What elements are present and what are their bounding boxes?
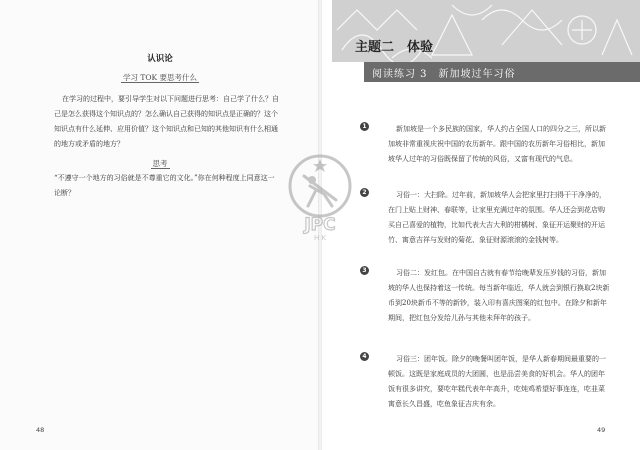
page-number-right: 49 (597, 426, 606, 434)
left-page-title: 认识论 (147, 54, 173, 64)
paragraph-text: 习俗一：大扫除。过年前，新加坡华人会把家里打扫得干干净净的，在门上贴上财神、春联等，让家里充满过年的氛围。华人还会到花店购买自己喜爱的植物，比如代表大吉大利的柑橘树、象征开运聚财的开运竹、寓意吉祥与发财的菊花、象征财源滚滚的金钱树等。 (388, 191, 606, 244)
paragraph-marker: 2 (360, 188, 369, 197)
section-title: 阅读练习 3 新加坡过年习俗 (372, 69, 516, 80)
tok-paragraph: 在学习的过程中，要引导学生对以下问题进行思考：自己学了什么？自己是怎么获得这个知识点的？怎么确认自己获得的知识点是正确的？这个知识点有什么延伸、应用价值？这个知识点和已知的其他知识有什么相通的地方或矛盾的地方？ (54, 95, 279, 148)
watermark-text: JPC (304, 215, 336, 235)
page-number-left: 48 (36, 426, 45, 434)
paragraph-4 (360, 352, 610, 412)
think-paragraph: “不遵守一个地方的习俗就是不尊重它的文化。”你在何种程度上同意这一论断？ (54, 174, 275, 197)
paragraph-marker: 1 (360, 122, 369, 131)
tok-subheading-text: 学习 TOK 要思考什么 (122, 73, 198, 82)
publisher-watermark-logo (282, 150, 358, 242)
paragraph-text: 习俗二：发红包。在中国自古就有春节给晚辈发压岁钱的习俗，新加坡的华人也保持着这一传统。每当新年临近，华人就会到银行换取2块新币到20块新币不等的新钞，装入印有喜庆图案的红包中。在除夕和新年期间，把红包分发给儿孙与其他未拜年的孩子。 (388, 269, 610, 322)
tok-subheading (40, 72, 280, 83)
watermark-subtext: H K (313, 234, 327, 242)
paragraph-text: 新加坡是一个多民族的国家，华人约占全国人口的四分之三，所以新加坡非常重视庆祝中国的农历新年。跟中国的农历新年习俗相比，新加坡华人过年的习俗既保留了传统的风俗，又富有现代的气息。 (388, 125, 606, 163)
think-subheading (40, 158, 280, 169)
paragraph-text: 习俗三：团年饭。除夕的晚餐叫团年饭，是华人新春期间最重要的一顿饭。这既是家庭成员的大团圆，也是品尝美食的好机会。华人的团年饭有很多讲究，要吃年糕代表年年高升，吃炖鸡希望好事连连，吃韭菜寓意长久昌盛，吃鱼象征吉庆有余。 (388, 355, 606, 408)
paragraph-2 (360, 188, 610, 248)
paragraph-1 (360, 122, 610, 167)
think-subheading-text: 思考 (152, 159, 168, 168)
theme-title: 主题二 体验 (355, 40, 434, 55)
paragraph-3 (360, 266, 610, 326)
paragraph-marker: 3 (360, 266, 369, 275)
paragraph-marker: 4 (360, 352, 369, 361)
